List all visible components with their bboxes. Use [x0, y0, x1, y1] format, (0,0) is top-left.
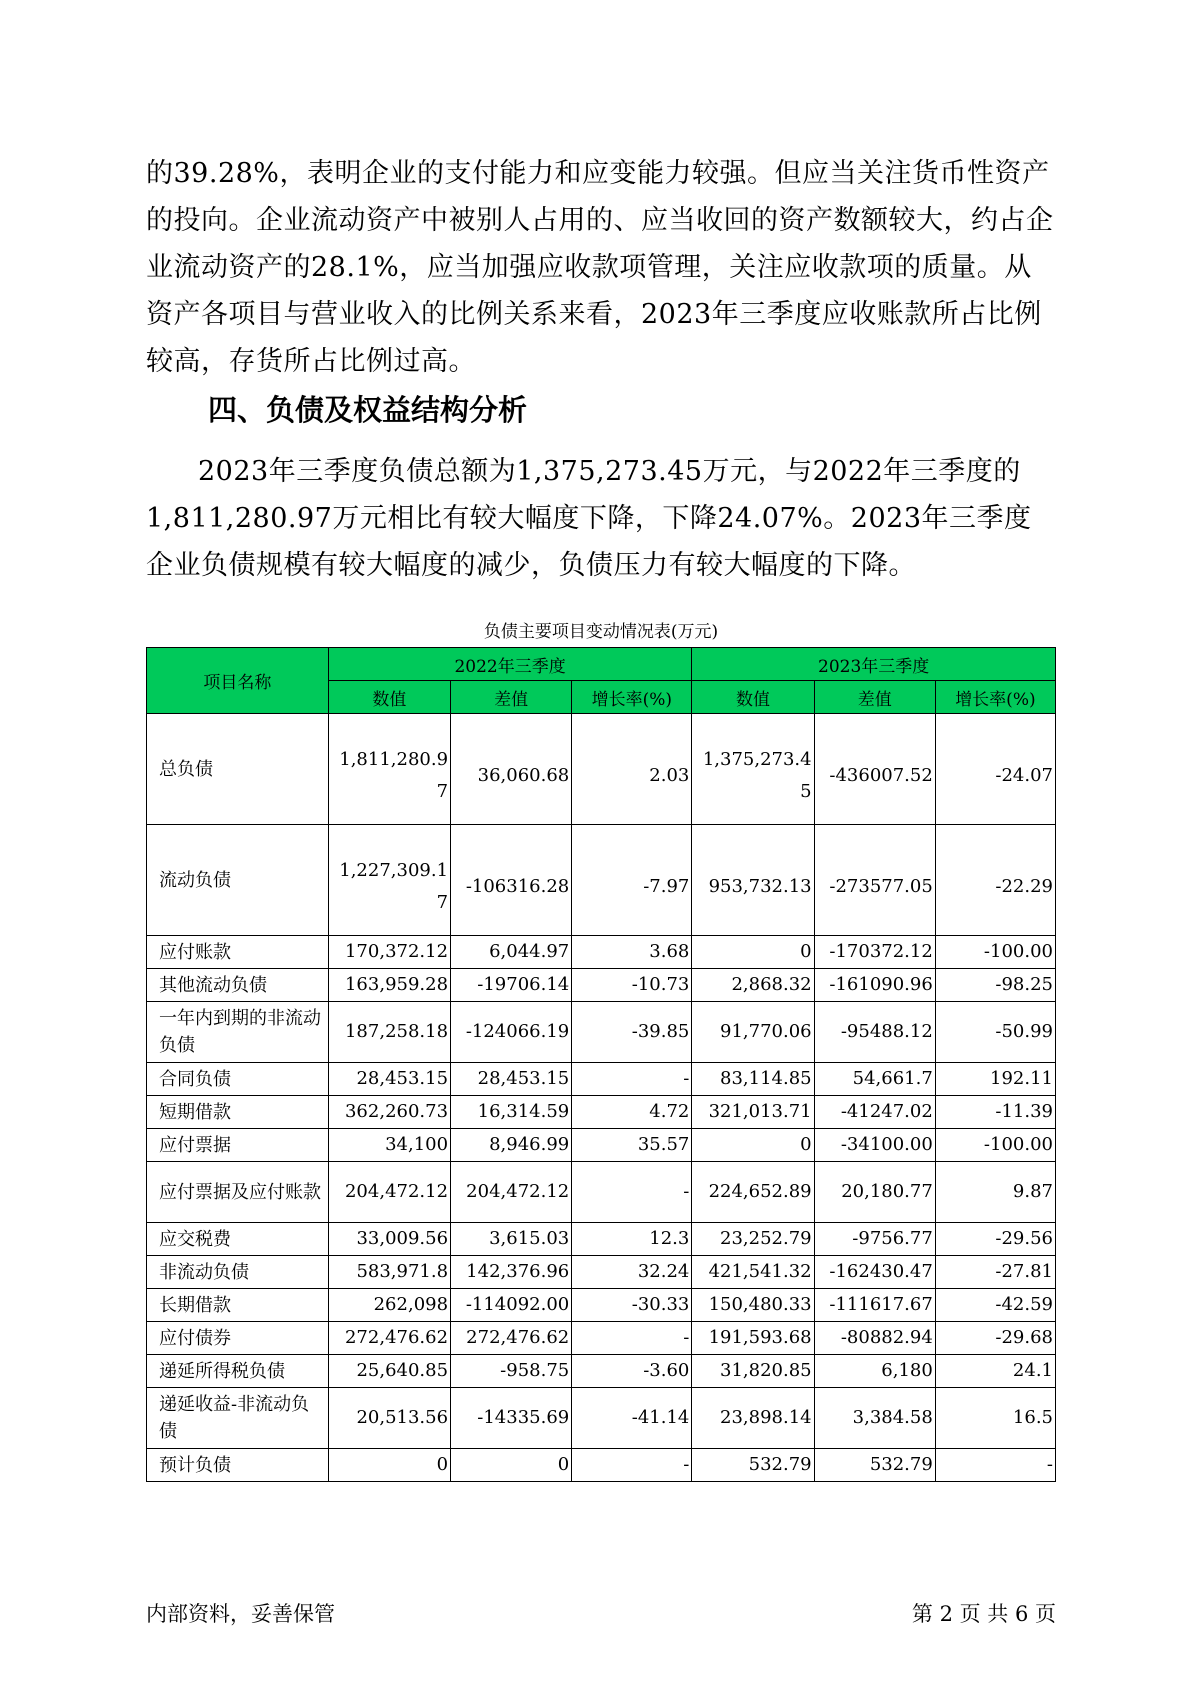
cell-rate-2023: -100.00 [935, 936, 1055, 969]
cell-diff-2022: 36,060.68 [451, 714, 572, 825]
cell-value-2022: 204,472.12 [328, 1162, 450, 1223]
cell-rate-2022: 4.72 [572, 1096, 692, 1129]
cell-rate-2023: -22.29 [935, 825, 1055, 936]
footer-confidential: 内部资料，妥善保管 [146, 1602, 335, 1626]
cell-diff-2023: 532.79 [814, 1449, 935, 1482]
cell-item-name: 流动负债 [147, 825, 329, 936]
cell-rate-2022: 12.3 [572, 1223, 692, 1256]
cell-value-2023: 532.79 [692, 1449, 814, 1482]
cell-value-2023: 23,898.14 [692, 1388, 814, 1449]
cell-rate-2022: - [572, 1322, 692, 1355]
cell-rate-2022: 32.24 [572, 1256, 692, 1289]
table-row [147, 1002, 1056, 1063]
cell-diff-2023: -111617.67 [814, 1289, 935, 1322]
cell-value-2023: 191,593.68 [692, 1322, 814, 1355]
cell-value-2022: 170,372.12 [328, 936, 450, 969]
cell-value-2023: 421,541.32 [692, 1256, 814, 1289]
table-row [147, 1322, 1056, 1355]
cell-diff-2022: 0 [451, 1449, 572, 1482]
cell-rate-2023: 9.87 [935, 1162, 1055, 1223]
cell-diff-2023: -9756.77 [814, 1223, 935, 1256]
table-row [147, 969, 1056, 1002]
cell-rate-2023: -29.68 [935, 1322, 1055, 1355]
cell-diff-2022: -124066.19 [451, 1002, 572, 1063]
cell-diff-2023: -273577.05 [814, 825, 935, 936]
table-row [147, 1223, 1056, 1256]
cell-diff-2023: -170372.12 [814, 936, 935, 969]
header-item-name: 项目名称 [147, 648, 329, 714]
cell-item-name: 递延收益-非流动负债 [147, 1388, 329, 1449]
cell-rate-2023: 16.5 [935, 1388, 1055, 1449]
cell-value-2022: 20,513.56 [328, 1388, 450, 1449]
cell-rate-2023: -42.59 [935, 1289, 1055, 1322]
cell-value-2022: 163,959.28 [328, 969, 450, 1002]
header-rate-2022: 增长率(%) [572, 681, 692, 714]
table-row [147, 1449, 1056, 1482]
cell-diff-2022: 142,376.96 [451, 1256, 572, 1289]
cell-rate-2022: 2.03 [572, 714, 692, 825]
cell-item-name: 应付账款 [147, 936, 329, 969]
header-diff-2022: 差值 [451, 681, 572, 714]
cell-rate-2023: -11.39 [935, 1096, 1055, 1129]
cell-value-2022: 0 [328, 1449, 450, 1482]
cell-value-2023: 83,114.85 [692, 1063, 814, 1096]
cell-item-name: 应交税费 [147, 1223, 329, 1256]
cell-rate-2023: 192.11 [935, 1063, 1055, 1096]
cell-value-2023: 23,252.79 [692, 1223, 814, 1256]
table-row [147, 1388, 1056, 1449]
cell-diff-2022: 204,472.12 [451, 1162, 572, 1223]
cell-value-2023: 0 [692, 1129, 814, 1162]
cell-rate-2022: -30.33 [572, 1289, 692, 1322]
table-row [147, 936, 1056, 969]
cell-diff-2023: -162430.47 [814, 1256, 935, 1289]
cell-value-2022: 33,009.56 [328, 1223, 450, 1256]
table-caption: 负债主要项目变动情况表(万元) [483, 622, 719, 642]
cell-rate-2022: - [572, 1162, 692, 1223]
table-row [147, 714, 1056, 825]
cell-diff-2022: -19706.14 [451, 969, 572, 1002]
cell-value-2023: 953,732.13 [692, 825, 814, 936]
header-rate-2023: 增长率(%) [935, 681, 1055, 714]
cell-value-2023: 1,375,273.45 [692, 714, 814, 825]
header-period-2022: 2022年三季度 [328, 648, 692, 681]
table-row [147, 1256, 1056, 1289]
cell-item-name: 应付债券 [147, 1322, 329, 1355]
table-row [147, 1355, 1056, 1388]
liability-table [146, 647, 1056, 1482]
cell-value-2023: 224,652.89 [692, 1162, 814, 1223]
cell-diff-2022: -14335.69 [451, 1388, 572, 1449]
cell-rate-2022: -39.85 [572, 1002, 692, 1063]
cell-item-name: 合同负债 [147, 1063, 329, 1096]
cell-item-name: 预计负债 [147, 1449, 329, 1482]
cell-value-2022: 262,098 [328, 1289, 450, 1322]
cell-value-2023: 91,770.06 [692, 1002, 814, 1063]
cell-rate-2022: - [572, 1449, 692, 1482]
footer-page-number: 第 2 页 共 6 页 [911, 1602, 1056, 1626]
header-value-2023: 数值 [692, 681, 814, 714]
cell-diff-2022: 3,615.03 [451, 1223, 572, 1256]
cell-rate-2022: 35.57 [572, 1129, 692, 1162]
cell-diff-2023: 20,180.77 [814, 1162, 935, 1223]
cell-value-2022: 1,811,280.97 [328, 714, 450, 825]
cell-value-2023: 321,013.71 [692, 1096, 814, 1129]
cell-value-2023: 0 [692, 936, 814, 969]
cell-rate-2023: -24.07 [935, 714, 1055, 825]
cell-diff-2022: 6,044.97 [451, 936, 572, 969]
cell-item-name: 其他流动负债 [147, 969, 329, 1002]
cell-item-name: 短期借款 [147, 1096, 329, 1129]
cell-rate-2022: -10.73 [572, 969, 692, 1002]
cell-item-name: 总负债 [147, 714, 329, 825]
cell-diff-2023: -95488.12 [814, 1002, 935, 1063]
cell-rate-2022: -7.97 [572, 825, 692, 936]
cell-rate-2023: -50.99 [935, 1002, 1055, 1063]
cell-diff-2022: -114092.00 [451, 1289, 572, 1322]
cell-item-name: 应付票据 [147, 1129, 329, 1162]
cell-diff-2022: 28,453.15 [451, 1063, 572, 1096]
cell-item-name: 非流动负债 [147, 1256, 329, 1289]
table-row [147, 1096, 1056, 1129]
header-diff-2023: 差值 [814, 681, 935, 714]
cell-rate-2022: -3.60 [572, 1355, 692, 1388]
cell-diff-2023: -80882.94 [814, 1322, 935, 1355]
body-paragraph-2: 2023年三季度负债总额为1,375,273.45万元，与2022年三季度的1,811,280.97万元相比有较大幅度下降，下降24.07%。2023年三季度企业负债规模有较大幅度的减少，负债压力有较大幅度的下降。 [146, 456, 1032, 581]
cell-rate-2023: -27.81 [935, 1256, 1055, 1289]
header-period-2023: 2023年三季度 [692, 648, 1056, 681]
cell-value-2022: 25,640.85 [328, 1355, 450, 1388]
cell-rate-2022: -41.14 [572, 1388, 692, 1449]
cell-value-2023: 2,868.32 [692, 969, 814, 1002]
cell-item-name: 应付票据及应付账款 [147, 1162, 329, 1223]
header-value-2022: 数值 [328, 681, 450, 714]
cell-item-name: 长期借款 [147, 1289, 329, 1322]
cell-value-2022: 583,971.8 [328, 1256, 450, 1289]
section-heading: 四、负债及权益结构分析 [208, 393, 528, 427]
cell-rate-2023: - [935, 1449, 1055, 1482]
cell-value-2022: 187,258.18 [328, 1002, 450, 1063]
cell-value-2022: 28,453.15 [328, 1063, 450, 1096]
cell-diff-2023: -161090.96 [814, 969, 935, 1002]
cell-diff-2022: 8,946.99 [451, 1129, 572, 1162]
cell-rate-2023: -98.25 [935, 969, 1055, 1002]
cell-diff-2023: 3,384.58 [814, 1388, 935, 1449]
cell-rate-2023: 24.1 [935, 1355, 1055, 1388]
table-row [147, 825, 1056, 936]
cell-diff-2022: -106316.28 [451, 825, 572, 936]
cell-diff-2022: 272,476.62 [451, 1322, 572, 1355]
table-row [147, 1063, 1056, 1096]
cell-value-2023: 150,480.33 [692, 1289, 814, 1322]
table-body [147, 714, 1056, 1482]
cell-value-2022: 34,100 [328, 1129, 450, 1162]
cell-rate-2022: 3.68 [572, 936, 692, 969]
cell-diff-2023: 6,180 [814, 1355, 935, 1388]
cell-diff-2023: 54,661.7 [814, 1063, 935, 1096]
table-row [147, 1162, 1056, 1223]
cell-value-2022: 362,260.73 [328, 1096, 450, 1129]
cell-rate-2023: -100.00 [935, 1129, 1055, 1162]
cell-diff-2023: -34100.00 [814, 1129, 935, 1162]
cell-item-name: 一年内到期的非流动负债 [147, 1002, 329, 1063]
cell-rate-2023: -29.56 [935, 1223, 1055, 1256]
table-row [147, 1129, 1056, 1162]
cell-value-2022: 272,476.62 [328, 1322, 450, 1355]
table-row [147, 1289, 1056, 1322]
cell-diff-2023: -41247.02 [814, 1096, 935, 1129]
cell-diff-2022: 16,314.59 [451, 1096, 572, 1129]
cell-value-2022: 1,227,309.17 [328, 825, 450, 936]
cell-rate-2022: - [572, 1063, 692, 1096]
cell-value-2023: 31,820.85 [692, 1355, 814, 1388]
cell-diff-2023: -436007.52 [814, 714, 935, 825]
cell-diff-2022: -958.75 [451, 1355, 572, 1388]
cell-item-name: 递延所得税负债 [147, 1355, 329, 1388]
body-paragraph-1: 的39.28%，表明企业的支付能力和应变能力较强。但应当关注货币性资产的投向。企业流动资产中被别人占用的、应当收回的资产数额较大，约占企业流动资产的28.1%，应当加强应收款项管理，关注应收款项的质量。从资产各项目与营业收入的比例关系来看，2023年三季度应收账款所占比例较高，存货所占比例过高。 [146, 158, 1054, 377]
